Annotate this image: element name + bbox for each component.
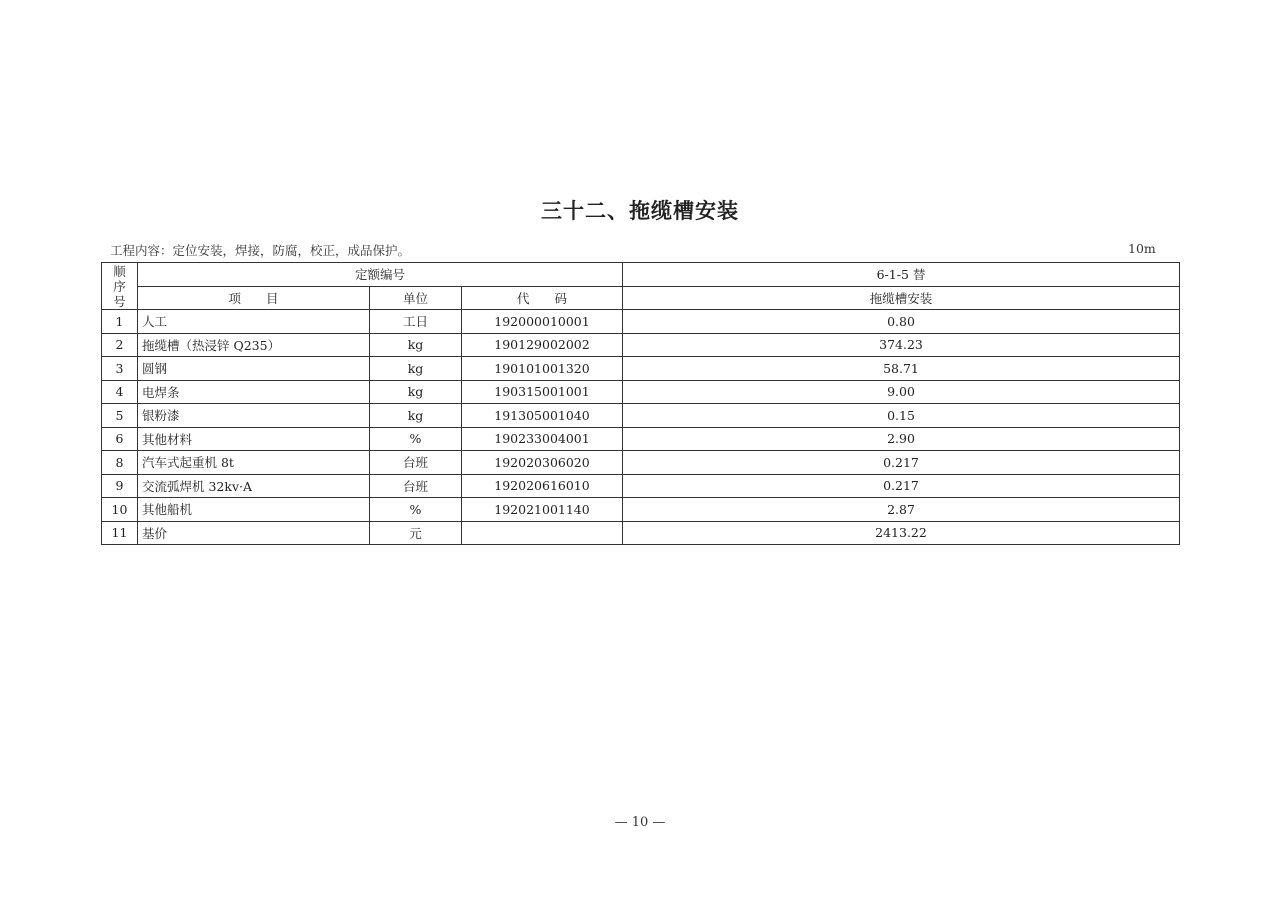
row-code: 190233004001 [462, 427, 623, 451]
row-seq: 1 [102, 310, 138, 334]
row-seq: 9 [102, 474, 138, 498]
page-title: 三十二、拖缆槽安装 [541, 199, 739, 223]
row-item: 银粉漆 [138, 404, 370, 428]
row-seq: 5 [102, 404, 138, 428]
table-row [102, 310, 1180, 334]
row-item: 基价 [138, 521, 370, 545]
unit-header: 单位 [370, 286, 462, 310]
table-row [102, 404, 1180, 428]
seq-header-char-1: 顺 [113, 263, 126, 279]
row-value: 0.217 [623, 474, 1180, 498]
row-code: 192021001140 [462, 498, 623, 522]
row-unit: % [370, 427, 462, 451]
row-item: 人工 [138, 310, 370, 334]
item-header: 项 目 [138, 286, 370, 310]
row-value: 2.90 [623, 427, 1180, 451]
table-row [102, 498, 1180, 522]
table-row [102, 357, 1180, 381]
seq-header [102, 263, 138, 310]
row-item: 电焊条 [138, 380, 370, 404]
row-unit: kg [370, 404, 462, 428]
quota-table [101, 262, 1180, 545]
row-seq: 11 [102, 521, 138, 545]
table-row [102, 380, 1180, 404]
table-header-row-1 [102, 263, 1180, 287]
code-header: 代 码 [462, 286, 623, 310]
row-unit: kg [370, 380, 462, 404]
row-unit: 台班 [370, 451, 462, 475]
row-code: 190315001001 [462, 380, 623, 404]
row-value: 2.87 [623, 498, 1180, 522]
row-code: 192020616010 [462, 474, 623, 498]
quota-no-cell [623, 263, 1180, 287]
row-code: 192020306020 [462, 451, 623, 475]
row-value: 0.15 [623, 404, 1180, 428]
row-seq: 6 [102, 427, 138, 451]
table-row [102, 451, 1180, 475]
row-code: 190101001320 [462, 357, 623, 381]
row-value: 2413.22 [623, 521, 1180, 545]
row-unit: 工日 [370, 310, 462, 334]
row-unit: kg [370, 333, 462, 357]
seq-header-char-3: 号 [113, 293, 126, 309]
row-code [462, 521, 623, 545]
work-header: 拖缆槽安装 [623, 286, 1180, 310]
row-unit: 台班 [370, 474, 462, 498]
row-code: 191305001040 [462, 404, 623, 428]
row-item: 圆钢 [138, 357, 370, 381]
table-row [102, 427, 1180, 451]
quota-no: 6-1-5 [876, 267, 909, 283]
row-seq: 2 [102, 333, 138, 357]
row-item: 其他船机 [138, 498, 370, 522]
row-unit: 元 [370, 521, 462, 545]
table-header-row-2 [102, 286, 1180, 310]
row-item: 其他材料 [138, 427, 370, 451]
row-item: 拖缆槽（热浸锌 Q235） [138, 333, 370, 357]
quota-no-header: 定额编号 [138, 263, 623, 287]
row-seq: 4 [102, 380, 138, 404]
quota-no-suffix: 替 [912, 267, 926, 283]
row-item: 交流弧焊机 32kv·A [138, 474, 370, 498]
row-code: 190129002002 [462, 333, 623, 357]
row-value: 0.80 [623, 310, 1180, 334]
row-code: 192000010001 [462, 310, 623, 334]
row-value: 374.23 [623, 333, 1180, 357]
row-unit: % [370, 498, 462, 522]
row-unit: kg [370, 357, 462, 381]
table-row [102, 521, 1180, 545]
row-item: 汽车式起重机 8t [138, 451, 370, 475]
page-number: — 10 — [614, 815, 666, 830]
row-seq: 8 [102, 451, 138, 475]
row-value: 0.217 [623, 451, 1180, 475]
table-row [102, 474, 1180, 498]
table-row [102, 333, 1180, 357]
row-value: 9.00 [623, 380, 1180, 404]
row-seq: 3 [102, 357, 138, 381]
row-value: 58.71 [623, 357, 1180, 381]
quota-unit: 10m [1128, 241, 1156, 256]
row-seq: 10 [102, 498, 138, 522]
seq-header-char-2: 序 [113, 278, 126, 294]
work-content-label: 工程内容：定位安装，焊接，防腐，校正，成品保护。 [110, 243, 411, 258]
